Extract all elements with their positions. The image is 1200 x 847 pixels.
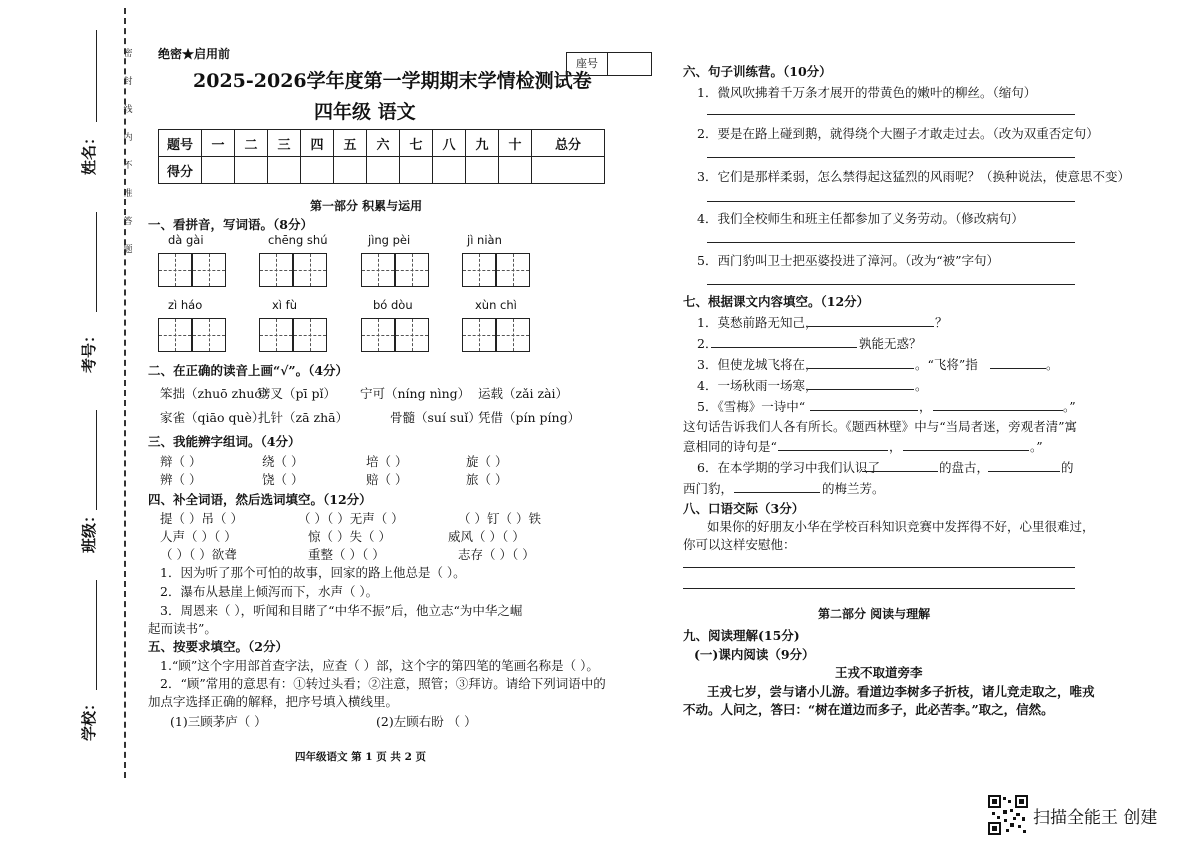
secret-mark: 绝密★启用前 <box>158 47 231 61</box>
class-line <box>96 410 97 510</box>
school-label: 学校： <box>80 695 99 742</box>
writing-grid[interactable] <box>259 318 293 352</box>
q7-line-3-mid: 。“飞将”指 <box>915 357 978 372</box>
q7-line-8c: 的 <box>1061 460 1074 475</box>
q4-sentence-3[interactable]: 3．周恩来（ ），听闻和目睹了“中华不振”后，他立志“为中华之崛 <box>160 603 523 618</box>
q4-sentence-2[interactable]: 2．瀑布从悬崖上倾泻而下，水声（ ）。 <box>160 584 379 599</box>
writing-grid[interactable] <box>192 318 226 352</box>
score-header-cell: 四 <box>301 130 334 157</box>
exam-no-label: 考号： <box>80 327 99 374</box>
q6-item-4: 4．我们全校师生和班主任都参加了义务劳动。（修改病句） <box>697 211 1024 226</box>
q7-line-5-mid: ， <box>919 399 932 414</box>
score-header-cell: 总分 <box>532 130 605 157</box>
q8-title: 八、口语交际（3分） <box>683 501 805 516</box>
q7-title: 七、根据课文内容填空。（12分） <box>683 294 870 309</box>
cut-mark: 答 <box>123 217 133 227</box>
q2-item[interactable]: 凭借（pín píng） <box>478 410 581 425</box>
answer-line[interactable] <box>711 347 857 348</box>
q5-item-2[interactable]: (2)左顾右盼 （ ） <box>376 714 477 729</box>
q2-title: 二、在正确的读音上画“√”。（4分） <box>148 363 349 378</box>
exam-title: 2025-2026学年度第一学期期末学情检测试卷 <box>193 70 592 92</box>
score-row-label: 得分 <box>159 157 202 184</box>
q7-line-7: 意相同的诗句是“ <box>683 439 777 454</box>
q8-line-2: 你可以这样安慰他： <box>683 537 796 552</box>
exam-no-line <box>96 212 97 312</box>
score-cell[interactable] <box>202 157 235 184</box>
score-header-cell: 九 <box>466 130 499 157</box>
score-header-cell: 八 <box>433 130 466 157</box>
q3-item[interactable]: 辩（ ） <box>160 454 202 469</box>
writing-grid[interactable] <box>158 318 192 352</box>
q4-title: 四、补全词语，然后选词填空。（12分） <box>148 492 372 507</box>
q7-line-9a: 西门豹， <box>683 481 734 496</box>
writing-grid[interactable] <box>259 253 293 287</box>
answer-line[interactable] <box>808 389 914 390</box>
q7-line-9b: 的梅兰芳。 <box>822 481 885 496</box>
binding-margin <box>0 0 150 800</box>
score-header-cell: 七 <box>400 130 433 157</box>
q7-line-1: 1．莫愁前路无知己， <box>697 315 818 330</box>
q7-line-3-end: 。 <box>1046 357 1059 372</box>
answer-line[interactable] <box>707 157 1075 158</box>
page-footer: 四年级语文 第 1 页 共 2 页 <box>295 751 427 763</box>
answer-line[interactable] <box>990 368 1046 369</box>
exam-subtitle: 四年级 语文 <box>314 101 416 123</box>
cut-mark: 题 <box>123 245 133 255</box>
q2-item[interactable]: 劈叉（pī pǐ） <box>258 386 336 401</box>
seat-label: 座号 <box>567 53 608 75</box>
cut-mark: 线 <box>123 105 133 115</box>
answer-line[interactable] <box>707 114 1075 115</box>
q2-item[interactable]: 扎针（zā zhā） <box>258 410 349 425</box>
writing-grid[interactable] <box>158 253 192 287</box>
score-cell[interactable] <box>499 157 532 184</box>
pinyin-4: jì niàn <box>467 233 502 247</box>
q2-item[interactable]: 家雀（qiāo què） <box>160 410 265 425</box>
writing-grid[interactable] <box>395 253 429 287</box>
q3-item[interactable]: 辨（ ） <box>160 472 202 487</box>
q3-item[interactable]: 旋（ ） <box>466 454 508 469</box>
score-cell[interactable] <box>433 157 466 184</box>
writing-grid[interactable] <box>192 253 226 287</box>
answer-line[interactable] <box>933 410 1063 411</box>
writing-grid[interactable] <box>361 253 395 287</box>
q3-item[interactable]: 培（ ） <box>366 454 408 469</box>
cut-mark: 内 <box>123 133 133 143</box>
writing-grid[interactable] <box>395 318 429 352</box>
cut-mark: 准 <box>123 189 133 199</box>
q7-line-6: 这句话告诉我们人各有所长。《题西林壁》中与“当局者迷，旁观者清”寓 <box>683 419 1078 434</box>
q2-item[interactable]: 运载（zǎi zài） <box>478 386 569 401</box>
score-table-header-row <box>159 130 605 157</box>
answer-line[interactable] <box>808 368 914 369</box>
q2-item[interactable]: 笨拙（zhuō zhuó） <box>160 386 275 401</box>
pinyin-8: xùn chì <box>475 298 517 312</box>
score-header-cell: 五 <box>334 130 367 157</box>
writing-grid[interactable] <box>293 253 327 287</box>
q7-line-8b: 的盘古， <box>939 460 990 475</box>
score-cell[interactable] <box>268 157 301 184</box>
q7-line-7-end: 。” <box>1030 439 1043 454</box>
score-cell[interactable] <box>235 157 268 184</box>
answer-line[interactable] <box>707 242 1075 243</box>
q6-item-3: 3．它们是那样柔弱，怎么禁得起这猛烈的风雨呢？（换种说法，使意思不变） <box>697 169 1130 184</box>
answer-line[interactable] <box>707 284 1075 285</box>
q1-title: 一、看拼音，写词语。（8分） <box>148 217 313 232</box>
q5-line-3: 加点字选择正确的解释，把序号填入横线里。 <box>148 694 399 709</box>
q7-line-4-end: 。 <box>915 378 928 393</box>
seat-number-box <box>566 52 652 76</box>
score-header-cell: 二 <box>235 130 268 157</box>
score-cell[interactable] <box>367 157 400 184</box>
q2-item[interactable]: 宁可（níng nìng） <box>360 386 471 401</box>
q4-idiom[interactable]: （ ）（ ）无声（ ） <box>298 511 404 526</box>
answer-line[interactable] <box>988 471 1060 472</box>
writing-grid[interactable] <box>462 253 496 287</box>
q3-title: 三、我能辨字组词。（4分） <box>148 434 301 449</box>
passage-line-2: 不动。人问之，答曰：“树在道边而多子，此必苦李。”取之，信然。 <box>683 702 1054 717</box>
q2-item[interactable]: 骨髓（suí suǐ） <box>390 410 481 425</box>
writing-grid[interactable] <box>361 318 395 352</box>
q5-line-2: 2．“顾”常用的意思有：①转过头看；②注意，照管；③拜访。请给下列词语中的 <box>160 676 606 691</box>
part1-heading: 第一部分 积累与运用 <box>310 199 423 213</box>
score-cell[interactable] <box>400 157 433 184</box>
q5-line-1[interactable]: 1.“顾”这个字用部首查字法，应查（ ）部，这个字的第四笔的笔画名称是（ ）。 <box>160 658 599 673</box>
qr-code-icon <box>988 795 1028 835</box>
cut-mark: 密 <box>123 49 133 59</box>
q7-line-5: 5．《雪梅》一诗中“ <box>697 399 806 414</box>
cut-mark: 封 <box>123 77 133 87</box>
answer-line[interactable] <box>903 450 1029 451</box>
answer-line[interactable] <box>810 410 918 411</box>
q4-idiom[interactable]: 志存（ ）（ ） <box>458 547 535 562</box>
q7-line-5-end: 。” <box>1063 399 1076 414</box>
pinyin-6: xì fù <box>272 298 297 312</box>
q4-idiom[interactable]: （ ）（ ）欲聋 <box>160 547 237 562</box>
q4-idiom[interactable]: 提（ ）吊（ ） <box>160 511 243 526</box>
q7-line-2-end: 孰能无惑？ <box>859 336 922 351</box>
score-cell[interactable] <box>532 157 605 184</box>
name-line <box>96 30 97 122</box>
q6-title: 六、句子训练营。（10分） <box>683 64 832 79</box>
cut-mark: 不 <box>123 161 133 171</box>
q7-line-4: 4．一场秋雨一场寒， <box>697 378 818 393</box>
passage-title: 王戎不取道旁李 <box>835 665 923 680</box>
score-table <box>158 129 605 184</box>
cut-marks <box>118 40 138 264</box>
q3-item[interactable]: 绕（ ） <box>262 454 304 469</box>
answer-line[interactable] <box>808 326 934 327</box>
score-cell[interactable] <box>301 157 334 184</box>
answer-line[interactable] <box>707 201 1075 202</box>
q5-item-1[interactable]: (1)三顾茅庐（ ） <box>170 714 267 729</box>
q4-sentence-3-cont: 起而读书”。 <box>148 621 217 636</box>
pinyin-1: dà gài <box>168 233 204 247</box>
q7-line-8a: 6．在本学期的学习中我们认识了 <box>697 460 880 475</box>
q3-item[interactable]: 饶（ ） <box>262 472 304 487</box>
pinyin-3: jìng pèi <box>368 233 411 247</box>
answer-line[interactable] <box>778 450 888 451</box>
answer-line[interactable] <box>862 471 938 472</box>
q7-line-7-mid: ， <box>889 439 902 454</box>
pinyin-7: bó dòu <box>373 298 413 312</box>
q4-idiom[interactable]: 重整（ ）（ ） <box>308 547 385 562</box>
q9-title: 九、阅读理解(15分) <box>683 628 800 643</box>
school-line <box>96 580 97 690</box>
answer-line[interactable] <box>683 588 1075 589</box>
q6-item-5: 5．西门豹叫卫士把巫婆投进了漳河。（改为“被”字句） <box>697 253 999 268</box>
q3-item[interactable]: 赔（ ） <box>366 472 408 487</box>
q4-idiom[interactable]: 威风（ ）（ ） <box>448 529 525 544</box>
name-label: 姓名： <box>80 129 99 176</box>
score-header-cell: 六 <box>367 130 400 157</box>
q6-item-2: 2．要是在路上碰到鹅，就得绕个大圈子才敢走过去。（改为双重否定句） <box>697 126 1099 141</box>
pinyin-5: zì háo <box>168 298 203 312</box>
score-table-score-row <box>159 157 605 184</box>
score-header-cell: 三 <box>268 130 301 157</box>
part2-heading: 第二部分 阅读与理解 <box>818 607 931 621</box>
writing-grid[interactable] <box>496 318 530 352</box>
q4-idiom[interactable]: 人声（ ）（ ） <box>160 529 237 544</box>
q6-item-1: 1．微风吹拂着千万条才展开的带黄色的嫩叶的柳丝。（缩句） <box>697 85 1037 100</box>
score-cell[interactable] <box>466 157 499 184</box>
score-header-cell: 一 <box>202 130 235 157</box>
q3-item[interactable]: 旅（ ） <box>466 472 508 487</box>
score-cell[interactable] <box>334 157 367 184</box>
score-header-cell: 题号 <box>159 130 202 157</box>
passage-line-1: 王戎七岁，尝与诸小儿游。看道边李树多子折枝，诸儿竞走取之，唯戎 <box>707 684 1095 699</box>
q7-line-3: 3．但使龙城飞将在， <box>697 357 818 372</box>
writing-grid[interactable] <box>462 318 496 352</box>
score-header-cell: 十 <box>499 130 532 157</box>
answer-line[interactable] <box>683 567 1075 568</box>
writing-grid[interactable] <box>496 253 530 287</box>
answer-line[interactable] <box>734 492 820 493</box>
q4-idiom[interactable]: 惊（ ）失（ ） <box>308 529 391 544</box>
class-label: 班级： <box>80 507 99 554</box>
q4-sentence-1[interactable]: 1．因为听了那个可怕的故事，回家的路上他总是（ ）。 <box>160 565 466 580</box>
pinyin-2: chēng shú <box>268 233 328 247</box>
q7-line-2-num: 2． <box>697 336 718 351</box>
q7-line-1-end: ？ <box>935 315 948 330</box>
q8-line-1: 如果你的好朋友小华在学校百科知识竞赛中发挥得不好，心里很难过， <box>707 519 1095 534</box>
q9-subtitle: (一)课内阅读（9分） <box>694 647 815 662</box>
scanner-watermark: 扫描全能王 创建 <box>1033 808 1158 828</box>
writing-grid[interactable] <box>293 318 327 352</box>
q4-idiom[interactable]: （ ）钉（ ）铁 <box>458 511 541 526</box>
q5-title: 五、按要求填空。（2分） <box>148 639 288 654</box>
